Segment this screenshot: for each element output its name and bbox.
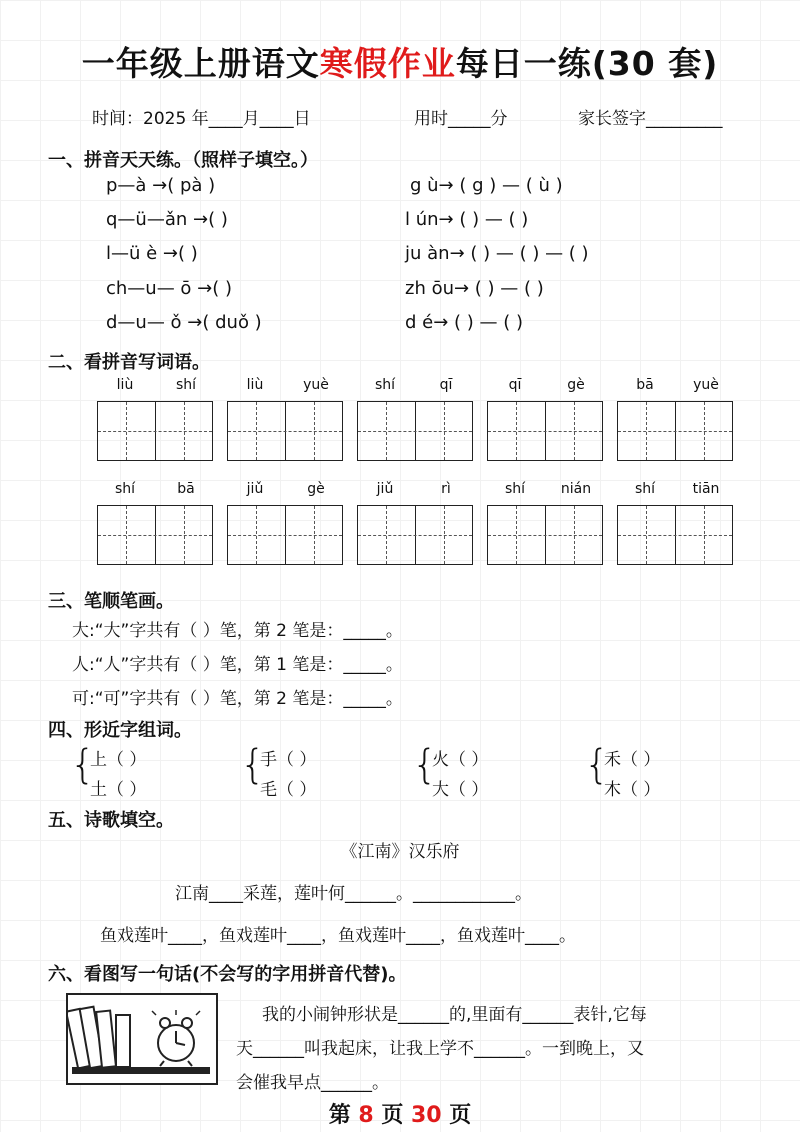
pinyin-label: gè — [307, 481, 325, 497]
title-part3: 每日一练(30 套) — [455, 44, 719, 83]
pinyin-label: qī — [508, 377, 522, 393]
date-field[interactable]: 时间：2025 年____月____日 — [92, 109, 311, 129]
pinyin-label: yuè — [303, 377, 329, 393]
writing-box[interactable] — [357, 505, 473, 565]
pinyin-left-3[interactable]: l—ü è →( ) — [106, 243, 198, 264]
pinyin-label: bā — [177, 481, 195, 497]
pinyin-left-5: d—u— ǒ →( duǒ ) — [106, 312, 262, 333]
section-5-heading: 五、诗歌填空。 — [48, 810, 174, 831]
page-mid: 页 — [373, 1103, 411, 1128]
pinyin-right-4[interactable]: zh ōu→ ( ) — ( ) — [405, 278, 544, 299]
pinyin-label: shí — [504, 481, 526, 497]
pinyin-label: liù — [116, 377, 134, 393]
pinyin-right-2[interactable]: l ún→ ( ) — ( ) — [405, 209, 529, 230]
page-number — [0, 1098, 800, 1129]
writing-box[interactable] — [487, 505, 603, 565]
poem-title: 《江南》汉乐府 — [340, 842, 460, 862]
books-clock-illustration — [68, 995, 216, 1083]
writing-box[interactable] — [97, 505, 213, 565]
title-part1: 一年级上册语文 — [81, 44, 320, 83]
brace-icon: { — [70, 742, 96, 788]
stroke-question-2[interactable]: 人:“人”字共有（ ）笔，第 1 笔是：_____。 — [72, 655, 403, 675]
word-pair-top[interactable]: 禾（ ） — [604, 750, 661, 770]
pinyin-label: shí — [374, 377, 396, 393]
page-suffix: 页 — [441, 1103, 472, 1128]
pinyin-label: shí — [114, 481, 136, 497]
pinyin-right-3[interactable]: ju àn→ ( ) — ( ) — ( ) — [405, 243, 589, 264]
brace-icon: { — [240, 742, 266, 788]
word-pair-top[interactable]: 火（ ） — [432, 750, 489, 770]
total-pages: 30 — [411, 1103, 442, 1128]
pinyin-label: shí — [634, 481, 656, 497]
word-pair-top[interactable]: 手（ ） — [260, 750, 317, 770]
parent-sign-field[interactable]: 家长签字_________ — [578, 109, 723, 129]
writing-box[interactable] — [617, 401, 733, 461]
word-pair-bottom[interactable]: 木（ ） — [604, 780, 661, 800]
writing-box[interactable] — [227, 505, 343, 565]
writing-box[interactable] — [357, 401, 473, 461]
pinyin-label: yuè — [693, 377, 719, 393]
page-prefix: 第 — [328, 1103, 359, 1128]
pinyin-label: jiǔ — [376, 481, 394, 497]
section-4-heading: 四、形近字组词。 — [48, 720, 192, 741]
pinyin-label: nián — [560, 481, 592, 497]
poem-line-2[interactable]: 鱼戏莲叶____，鱼戏莲叶____，鱼戏莲叶____，鱼戏莲叶____。 — [100, 926, 576, 946]
pinyin-label: jiǔ — [246, 481, 264, 497]
writing-box[interactable] — [487, 401, 603, 461]
section-1-heading: 一、拼音天天练。（照样子填空。） — [48, 150, 318, 171]
word-pair-bottom[interactable]: 土（ ） — [90, 780, 147, 800]
pinyin-right-1: g ù→ ( g ) — ( ù ) — [410, 175, 563, 196]
picture-frame — [66, 993, 218, 1085]
writing-box[interactable] — [97, 401, 213, 461]
word-pair-bottom[interactable]: 大（ ） — [432, 780, 489, 800]
sentence-line-3[interactable]: 会催我早点______。 — [236, 1073, 389, 1093]
pinyin-label: liù — [246, 377, 264, 393]
title-highlight: 寒假作业 — [319, 44, 456, 83]
pinyin-label: tiān — [692, 481, 720, 497]
pinyin-left-2[interactable]: q—ü—ǎn →( ) — [106, 209, 228, 230]
section-3-heading: 三、笔顺笔画。 — [48, 591, 174, 612]
pinyin-label: rì — [441, 481, 451, 497]
duration-field[interactable]: 用时_____分 — [414, 109, 508, 129]
page-title — [0, 38, 800, 85]
sentence-line-1[interactable]: 我的小闹钟形状是______的,里面有______表针,它每 — [262, 1005, 647, 1025]
pinyin-label: shí — [175, 377, 197, 393]
brace-icon: { — [584, 742, 610, 788]
writing-box[interactable] — [227, 401, 343, 461]
current-page: 8 — [358, 1103, 374, 1128]
pinyin-label: bā — [636, 377, 654, 393]
pinyin-label: gè — [567, 377, 585, 393]
section-2-heading: 二、看拼音写词语。 — [48, 352, 210, 373]
brace-icon: { — [412, 742, 438, 788]
writing-box[interactable] — [617, 505, 733, 565]
stroke-question-3[interactable]: 可:“可”字共有（ ）笔，第 2 笔是：_____。 — [72, 689, 403, 709]
poem-line-1[interactable]: 江南____采莲，莲叶何______。____________。 — [175, 884, 532, 904]
pinyin-left-4[interactable]: ch—u— ō →( ) — [106, 278, 233, 299]
word-pair-bottom[interactable]: 毛（ ） — [260, 780, 317, 800]
section-6-heading: 六、看图写一句话(不会写的字用拼音代替)。 — [48, 964, 407, 985]
word-pair-top[interactable]: 上（ ） — [90, 750, 147, 770]
pinyin-label: qī — [439, 377, 453, 393]
pinyin-right-5[interactable]: d é→ ( ) — ( ) — [405, 312, 524, 333]
stroke-question-1[interactable]: 大:“大”字共有（ ）笔，第 2 笔是：_____。 — [72, 621, 403, 641]
sentence-line-2[interactable]: 天______叫我起床，让我上学不______。一到晚上，又 — [236, 1039, 644, 1059]
pinyin-left-1: p—à →( pà ) — [106, 175, 216, 196]
